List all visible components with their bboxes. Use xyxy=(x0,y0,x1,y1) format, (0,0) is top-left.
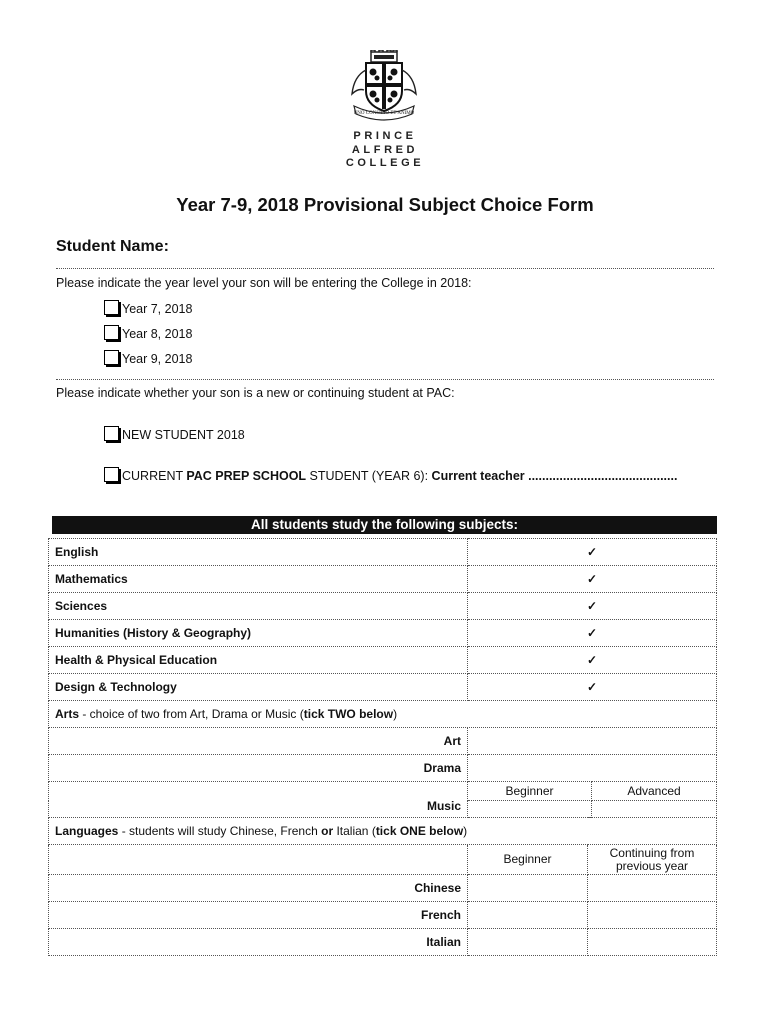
music-beginner-cell[interactable] xyxy=(468,801,592,818)
languages-or: or xyxy=(321,824,334,838)
subject-name: Health & Physical Education xyxy=(49,647,468,674)
option-label: Year 9, 2018 xyxy=(122,352,193,366)
languages-heading xyxy=(49,818,717,845)
option-label: NEW STUDENT 2018 xyxy=(122,428,245,442)
table-row xyxy=(49,620,717,647)
table-row xyxy=(49,566,717,593)
checkbox[interactable] xyxy=(104,426,119,441)
checkbox[interactable] xyxy=(104,467,119,482)
languages-instruction: tick ONE below xyxy=(375,824,464,838)
languages-desc-1: - students will study Chinese, French xyxy=(118,824,322,838)
year-question: Please indicate the year level your son will be entering the College in 2018: xyxy=(56,276,472,290)
empty-cell xyxy=(49,845,468,875)
chinese-beginner-cell[interactable] xyxy=(468,875,588,902)
table-row xyxy=(49,728,717,755)
chinese-continuing-cell[interactable] xyxy=(588,875,717,902)
tick-mark: ✓ xyxy=(468,566,717,593)
all-subjects-header: All students study the following subjects: xyxy=(52,516,717,534)
current-teacher-label: Current teacher xyxy=(431,469,525,483)
language-italian: Italian xyxy=(49,929,468,956)
music-beginner-header: Beginner xyxy=(468,782,592,801)
checkbox[interactable] xyxy=(104,350,119,365)
table-row xyxy=(49,782,717,801)
music-advanced-header: Advanced xyxy=(592,782,717,801)
language-chinese: Chinese xyxy=(49,875,468,902)
arts-option-drama: Drama xyxy=(49,755,468,782)
subject-name: Mathematics xyxy=(49,566,468,593)
beginner-column-header: Beginner xyxy=(468,845,588,875)
arts-option-art: Art xyxy=(49,728,468,755)
year-8-option[interactable] xyxy=(104,325,192,341)
college-name xyxy=(330,130,440,171)
subject-name: Sciences xyxy=(49,593,468,620)
tick-mark: ✓ xyxy=(468,647,717,674)
tick-mark: ✓ xyxy=(468,539,717,566)
divider xyxy=(56,268,714,269)
college-line: ALFRED xyxy=(351,143,419,156)
college-crest-logo xyxy=(344,50,424,122)
divider xyxy=(56,379,714,380)
table-row xyxy=(49,647,717,674)
subject-name: Humanities (History & Geography) xyxy=(49,620,468,647)
languages-label: Languages xyxy=(55,824,119,838)
college-line: COLLEGE xyxy=(345,157,425,169)
drama-tick-cell[interactable] xyxy=(468,755,717,782)
tick-mark: ✓ xyxy=(468,593,717,620)
checkbox[interactable] xyxy=(104,300,119,315)
student-type-question: Please indicate whether your son is a new or continuing student at PAC: xyxy=(56,386,455,400)
new-student-option[interactable] xyxy=(104,426,245,442)
french-beginner-cell[interactable] xyxy=(468,902,588,929)
french-continuing-cell[interactable] xyxy=(588,902,717,929)
languages-desc-2: Italian ( xyxy=(333,824,376,838)
table-row xyxy=(49,593,717,620)
language-french: French xyxy=(49,902,468,929)
subjects-table xyxy=(48,538,717,818)
table-row xyxy=(49,845,717,875)
arts-close: ) xyxy=(393,707,398,721)
option-label-middle: STUDENT (YEAR 6): xyxy=(306,469,432,483)
year-9-option[interactable] xyxy=(104,350,192,366)
subject-name: English xyxy=(49,539,468,566)
languages-close: ) xyxy=(463,824,468,838)
subject-name: Design & Technology xyxy=(49,674,468,701)
table-row xyxy=(49,755,717,782)
option-label: Year 8, 2018 xyxy=(122,327,193,341)
arts-heading-row xyxy=(49,701,717,728)
checkbox[interactable] xyxy=(104,325,119,340)
arts-instruction: tick TWO below xyxy=(303,707,394,721)
continuing-column-header: Continuing from previous year xyxy=(588,845,717,875)
tick-mark: ✓ xyxy=(468,674,717,701)
languages-heading-row xyxy=(49,818,717,845)
table-row xyxy=(49,929,717,956)
arts-heading xyxy=(49,701,717,728)
art-tick-cell[interactable] xyxy=(468,728,717,755)
table-row xyxy=(49,539,717,566)
motto-text: UNO CONSILIO ET ANIMO xyxy=(353,111,415,116)
arts-label: Arts xyxy=(55,707,80,721)
music-advanced-cell[interactable] xyxy=(592,801,717,818)
year-7-option[interactable] xyxy=(104,300,192,316)
current-student-option[interactable] xyxy=(104,467,677,483)
table-row xyxy=(49,902,717,929)
table-row xyxy=(49,674,717,701)
italian-continuing-cell[interactable] xyxy=(588,929,717,956)
italian-beginner-cell[interactable] xyxy=(468,929,588,956)
arts-desc: - choice of two from Art, Drama or Music ( xyxy=(79,707,304,721)
college-line: PRINCE xyxy=(353,130,417,142)
languages-table xyxy=(48,817,717,956)
form-title: Year 7-9, 2018 Provisional Subject Choice Form xyxy=(176,194,594,215)
option-label-prefix: CURRENT xyxy=(122,469,187,483)
table-row xyxy=(49,875,717,902)
option-label: Year 7, 2018 xyxy=(122,302,193,316)
current-teacher-blank[interactable]: ........................................... xyxy=(524,469,678,483)
prep-school-label: PAC PREP SCHOOL xyxy=(186,469,307,483)
tick-mark: ✓ xyxy=(468,620,717,647)
student-name-label: Student Name: xyxy=(56,238,169,255)
arts-option-music: Music xyxy=(49,782,468,818)
